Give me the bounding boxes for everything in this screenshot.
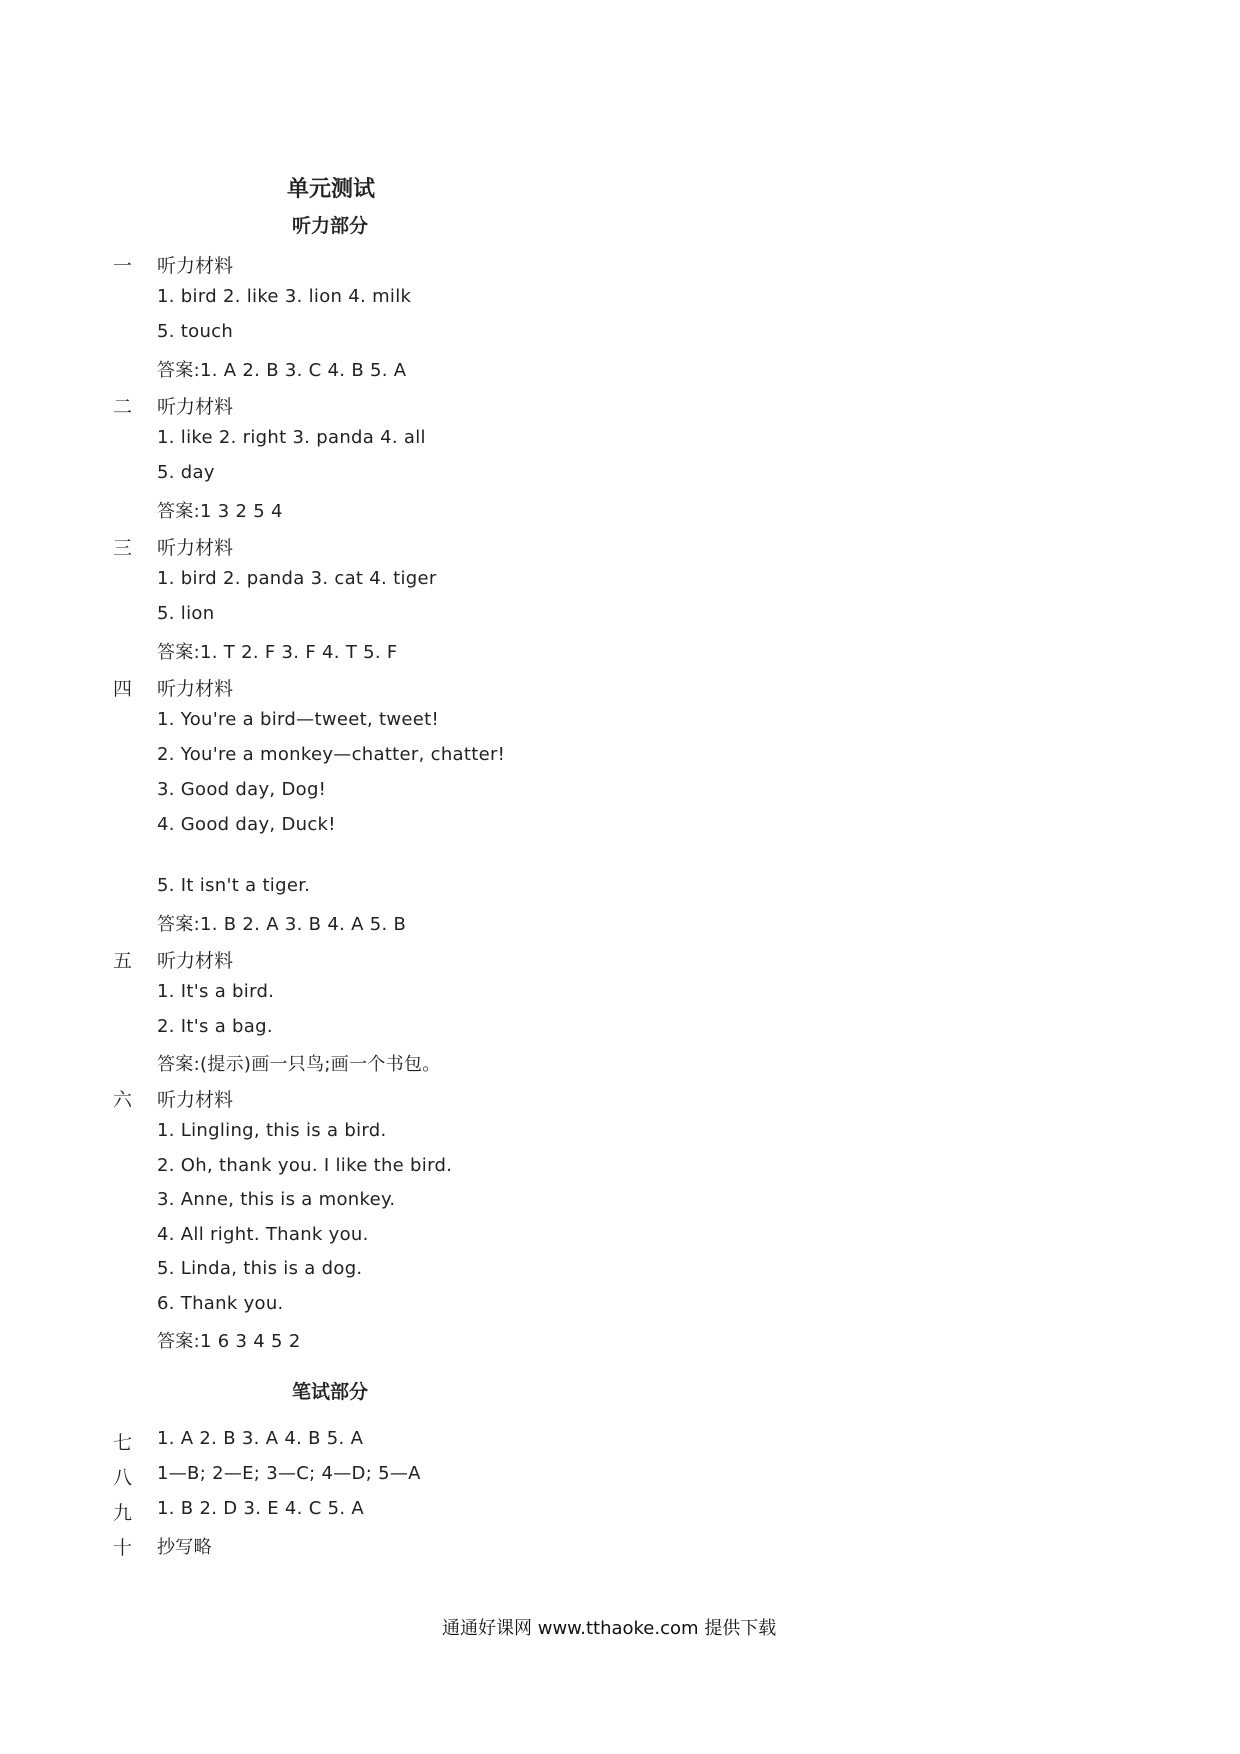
section-number: 八 [113,1467,133,1489]
section-number: 二 [113,396,133,418]
material-line: 2. You're a monkey—chatter, chatter! [157,744,506,765]
section-label: 听力材料 [157,255,234,277]
answer-line: 答案:1 6 3 4 5 2 [157,1331,301,1352]
answer-line: 1. A 2. B 3. A 4. B 5. A [157,1428,364,1449]
section-number: 五 [113,950,133,972]
material-line: 4. All right. Thank you. [157,1224,369,1245]
section-number: 七 [113,1432,133,1454]
section-label: 听力材料 [157,950,234,972]
listening-heading: 听力部分 [292,215,369,237]
material-line: 1. bird 2. like 3. lion 4. milk [157,286,412,307]
material-line: 2. It's a bag. [157,1016,273,1037]
material-line: 1. Lingling, this is a bird. [157,1120,387,1141]
material-line: 2. Oh, thank you. I like the bird. [157,1155,453,1176]
answer-line: 答案:1. B 2. A 3. B 4. A 5. B [157,914,407,935]
page-title: 单元测试 [287,177,376,202]
material-line: 5. It isn't a tiger. [157,875,311,896]
material-line: 1. It's a bird. [157,981,275,1002]
material-line: 5. touch [157,321,234,342]
footer-credit: 通通好课网 www.tthaoke.com 提供下载 [442,1618,777,1639]
section-label: 听力材料 [157,1089,234,1111]
answer-line: 1—B; 2—E; 3—C; 4—D; 5—A [157,1463,421,1484]
answer-line: 答案:1. T 2. F 3. F 4. T 5. F [157,642,398,663]
section-number: 十 [113,1537,133,1559]
material-line: 1. like 2. right 3. panda 4. all [157,427,426,448]
section-label: 听力材料 [157,537,234,559]
answer-line: 答案:1 3 2 5 4 [157,501,283,522]
section-number: 三 [113,537,133,559]
answer-line: 答案:(提示)画一只鸟;画一个书包。 [157,1054,441,1075]
material-line: 5. lion [157,603,215,624]
section-label: 听力材料 [157,396,234,418]
section-number: 九 [113,1502,133,1524]
material-line: 6. Thank you. [157,1293,284,1314]
section-number: 一 [113,255,133,277]
material-line: 1. bird 2. panda 3. cat 4. tiger [157,568,437,589]
section-number: 四 [113,678,133,700]
section-label: 听力材料 [157,678,234,700]
answer-line: 答案:1. A 2. B 3. C 4. B 5. A [157,360,407,381]
material-line: 3. Good day, Dog! [157,779,327,800]
material-line: 1. You're a bird—tweet, tweet! [157,709,439,730]
section-number: 六 [113,1089,133,1111]
material-line: 4. Good day, Duck! [157,814,336,835]
material-line: 3. Anne, this is a monkey. [157,1189,396,1210]
answer-line: 1. B 2. D 3. E 4. C 5. A [157,1498,365,1519]
material-line: 5. Linda, this is a dog. [157,1258,363,1279]
writing-heading: 笔试部分 [292,1381,369,1403]
answer-line: 抄写略 [157,1537,212,1558]
material-line: 5. day [157,462,215,483]
